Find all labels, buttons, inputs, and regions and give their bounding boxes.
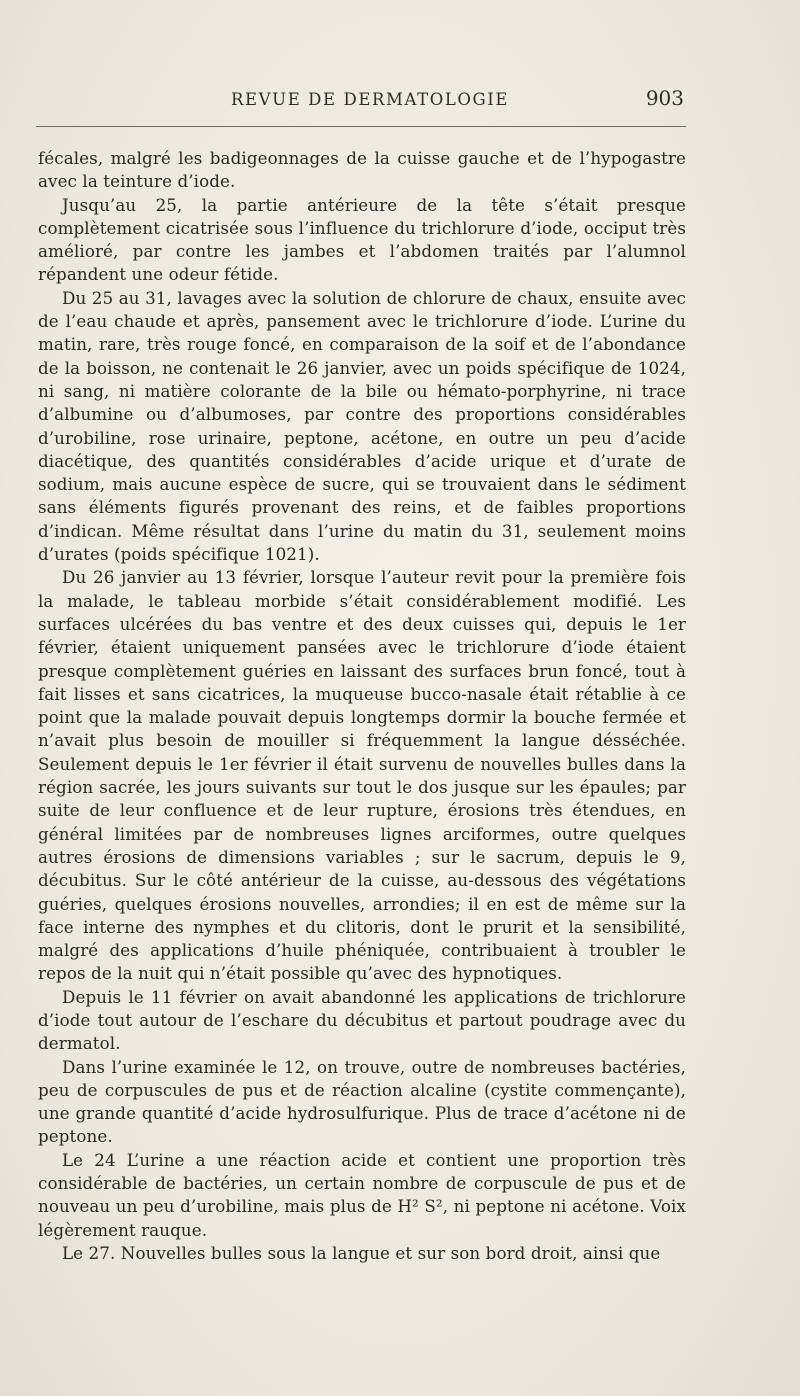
header-rule <box>36 126 686 127</box>
paragraph: Le 24 L’urine a une réaction acide et contient une proportion très considérable de bactéries, un certain nombre de corpuscule de pus et de nouveau un peu d’urobiline, mais plus de H² S², ni peptone ni acétone. Voix légèrement rauque. <box>38 1149 686 1240</box>
paragraph: fécales, malgré les badigeonnages de la cuisse gauche et de l’hypogastre avec la teinture d’iode. <box>38 148 686 192</box>
paragraph: Depuis le 11 février on avait abandonné les applications de trichlorure d’iode tout autour de l’eschare du décubitus et partout poudrage avec du dermatol. <box>38 986 686 1054</box>
page-number: 903 <box>645 86 684 110</box>
paragraph: Du 26 janvier au 13 février, lorsque l’auteur revit pour la première fois la malade, le tableau morbide s’était considérablement modifié. Les surfaces ulcérées du bas ventre et des deux cuisses qui, depuis le 1er février, étaient uniquement pansées avec le trichlorure d’iode étaient presque complètement guéries en laissant des surfaces brun foncé, tout à fait lisses et sans cicatrices, la muqueuse bucco-nasale était rétablie à ce point que la malade pouvait depuis longtemps dormir la bouche fermée et n’avait plus besoin de mouiller si fréquemment la langue désséchée. Seulement depuis le 1er février il était survenu de nouvelles bulles dans la région sacrée, les jours suivants sur tout le dos jusque sur les épaules; par suite de leur confluence et de leur rupture, érosions très étendues, en général limitées par de nombreuses lignes arciformes, outre quelques autres érosions de dimensions variables ; sur le sacrum, depuis le 9, décubitus. Sur le côté antérieur de la cuisse, au-dessous des végétations guéries, quelques érosions nouvelles, arrondies; il en est de même sur la face interne des nymphes et du clitoris, dont le prurit et la sensibilité, malgré des applications d’huile phéniquée, contribuaient à troubler le repos de la nuit qui n’était possible qu’avec des hypnotiques. <box>38 567 686 984</box>
paragraph: Dans l’urine examinée le 12, on trouve, outre de nombreuses bactéries, peu de corpuscules de pus et de réaction alcaline (cystite commençante), une grande quantité d’acide hydrosulfurique. Plus de trace d’acétone ni de peptone. <box>38 1056 686 1147</box>
body-text <box>38 147 686 1265</box>
paragraph: Du 25 au 31, lavages avec la solution de chlorure de chaux, ensuite avec de l’eau chaude et après, pansement avec le trichlorure d’iode. L’urine du matin, rare, très rouge foncé, en comparaison de la soif et de l’abondance de la boisson, ne contenait le 26 janvier, avec un poids spécifique de 1024, ni sang, ni matière colorante de la bile ou hémato-porphyrine, ni trace d’albumine ou d’albumoses, par contre des proportions considérables d’urobiline, rose urinaire, peptone, acétone, en outre un peu d’acide diacétique, des quantités considérables d’acide urique et d’urate de sodium, mais aucune espèce de sucre, qui se trouvaient dans le sédiment sans éléments figurés provenant des reins, et de faibles proportions d’indican. Même résultat dans l’urine du matin du 31, seulement moins d’urates (poids spécifique 1021). <box>38 287 686 565</box>
paragraph: Jusqu’au 25, la partie antérieure de la tête s’était presque complètement cicatrisée sous l’influence du trichlorure d’iode, occiput très amélioré, par contre les jambes et l’abdomen traités par l’alumnol répandent une odeur fétide. <box>38 194 686 285</box>
running-header <box>36 86 686 116</box>
paragraph: Le 27. Nouvelles bulles sous la langue et sur son bord droit, ainsi que <box>62 1242 661 1263</box>
running-title: REVUE DE DERMATOLOGIE <box>231 90 510 109</box>
